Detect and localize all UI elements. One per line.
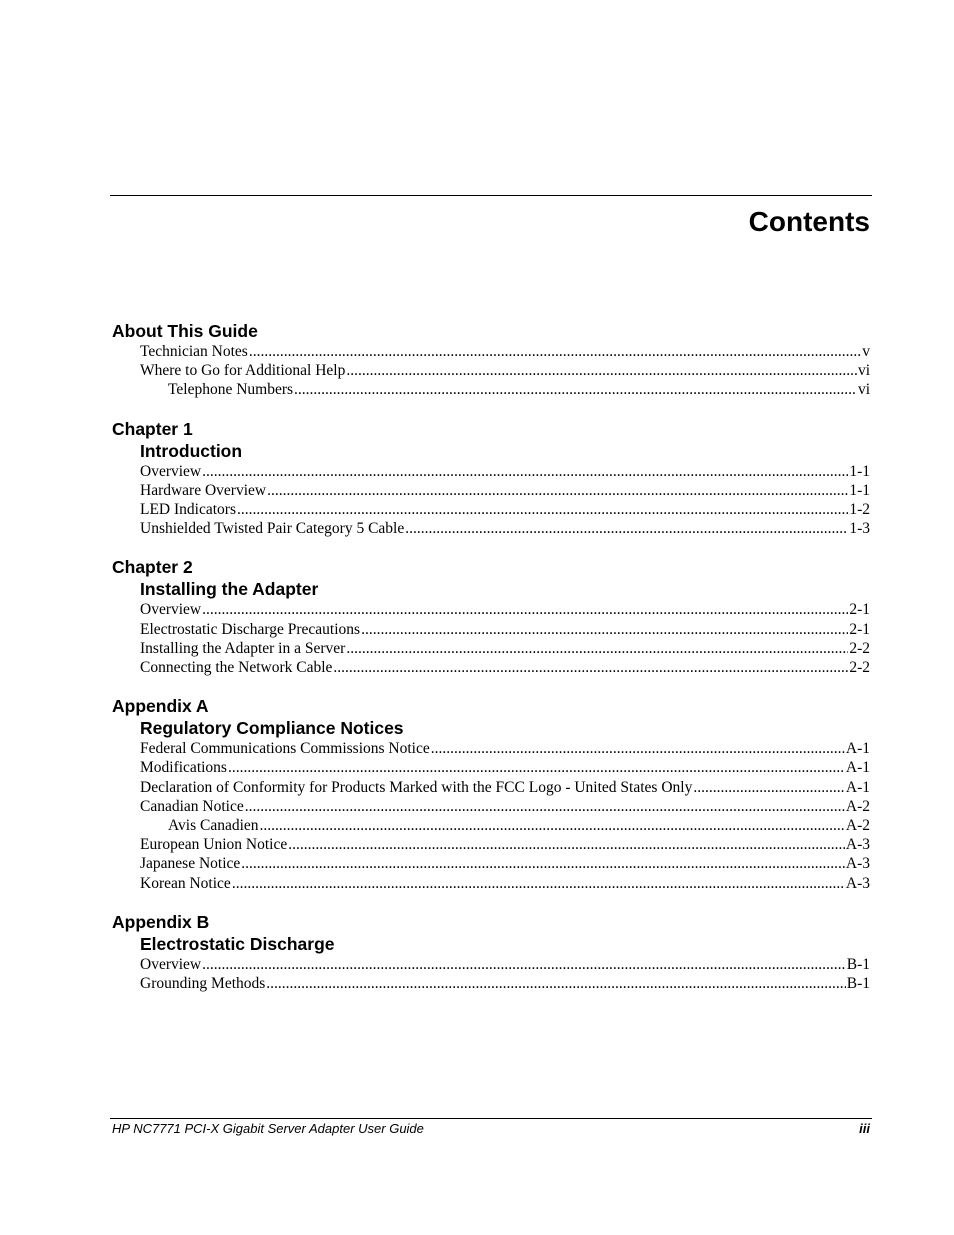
section-label: Appendix A [112, 696, 209, 717]
toc-entry[interactable] [140, 974, 870, 993]
dot-leader [294, 380, 857, 399]
dot-leader [237, 500, 848, 519]
toc-page-number: 1-3 [849, 520, 870, 538]
dot-leader [249, 342, 861, 361]
dot-leader [333, 658, 848, 677]
toc-entry-text: Technician Notes [140, 343, 248, 360]
toc-entry-text: Declaration of Conformity for Products Marked with the FCC Logo - United States Only [140, 778, 693, 796]
toc-page-number: vi [857, 362, 870, 380]
toc-entry-text: Korean Notice [140, 874, 231, 892]
section-title: Electrostatic Discharge [140, 933, 335, 954]
toc-entry-list [112, 342, 870, 400]
footer-guide-title: HP NC7771 PCI-X Gigabit Server Adapter User Guide [112, 1121, 424, 1136]
dot-leader [405, 519, 848, 538]
toc-page-number: 2-1 [849, 620, 870, 638]
toc-entry-list [112, 462, 870, 539]
toc-page-number: 2-2 [849, 659, 870, 677]
toc-entry[interactable] [168, 816, 870, 835]
toc-page-number: A-3 [845, 874, 870, 892]
toc-page-number: 1-2 [849, 501, 870, 519]
section-label: About This Guide [112, 321, 258, 341]
toc-entry-list [112, 600, 870, 677]
toc-section [112, 418, 870, 539]
toc-page-number: B-1 [846, 955, 870, 973]
toc-entry[interactable] [140, 361, 870, 380]
toc-entry-text: Overview [140, 462, 202, 480]
toc-entry-text: LED Indicators [140, 501, 236, 519]
toc-page-number: 1-1 [849, 462, 870, 480]
toc-page-number: 1-1 [849, 481, 870, 499]
dot-leader [202, 955, 846, 974]
toc-section [112, 320, 870, 400]
toc-section [112, 695, 870, 893]
dot-leader [267, 481, 848, 500]
toc-entry-text: Where to Go for Additional Help [140, 362, 346, 380]
dot-leader [288, 835, 845, 854]
toc-entry-text: Installing the Adapter in a Server [140, 639, 346, 657]
dot-leader [266, 974, 845, 993]
dot-leader [245, 797, 845, 816]
page-title: Contents [748, 206, 870, 237]
footer-page-number: iii [859, 1121, 870, 1136]
toc-page-number: A-3 [845, 836, 870, 854]
toc-entry-text: Connecting the Network Cable [140, 659, 333, 677]
dot-leader [228, 758, 845, 777]
toc-page-number: A-1 [845, 759, 870, 777]
toc-entry[interactable] [140, 639, 870, 658]
toc-page-number: A-1 [845, 778, 870, 796]
toc-entry[interactable] [140, 854, 870, 873]
toc-entry[interactable] [140, 955, 870, 974]
toc-entry[interactable] [140, 874, 870, 893]
dot-leader [232, 874, 845, 893]
toc-page-number: 2-1 [849, 601, 870, 619]
dot-leader [241, 854, 845, 873]
toc-entry[interactable] [140, 500, 870, 519]
toc-entry-text: Canadian Notice [140, 797, 244, 815]
toc-entry[interactable] [140, 462, 870, 481]
toc-entry[interactable] [140, 739, 870, 758]
toc-entry-text: Unshielded Twisted Pair Category 5 Cable [140, 520, 405, 538]
toc-entry[interactable] [140, 778, 870, 797]
toc-entry-text: Hardware Overview [140, 481, 267, 499]
dot-leader [260, 816, 845, 835]
toc-entry-text: Telephone Numbers [168, 381, 294, 399]
toc-entry[interactable] [140, 481, 870, 500]
toc-page-number: vi [857, 381, 870, 399]
section-label: Chapter 1 [112, 418, 193, 439]
section-title: Regulatory Compliance Notices [140, 718, 404, 739]
section-label: Chapter 2 [112, 557, 193, 578]
toc-entry-text: Federal Communications Commissions Notice [140, 740, 430, 758]
toc-entry-text: Overview [140, 955, 202, 973]
toc-page-number: A-1 [845, 740, 870, 758]
dot-leader [202, 600, 848, 619]
toc-page-number: v [862, 343, 870, 360]
top-rule [110, 195, 872, 196]
toc-entry[interactable] [140, 519, 870, 538]
section-label: Appendix B [112, 911, 210, 932]
toc-page-number: B-1 [846, 975, 870, 993]
toc-entry-text: European Union Notice [140, 836, 288, 854]
dot-leader [346, 361, 857, 380]
toc-entry-list [112, 955, 870, 993]
table-of-contents [112, 320, 870, 1011]
toc-page-number: A-2 [845, 817, 870, 835]
dot-leader [346, 639, 848, 658]
toc-section [112, 556, 870, 677]
toc-entry-text: Modifications [140, 759, 227, 777]
toc-entry[interactable] [168, 380, 870, 399]
dot-leader [361, 620, 848, 639]
toc-entry[interactable] [140, 600, 870, 619]
toc-entry-text: Electrostatic Discharge Precautions [140, 620, 361, 638]
toc-section [112, 911, 870, 993]
toc-entry-list [112, 739, 870, 893]
toc-entry-text: Japanese Notice [140, 855, 241, 873]
toc-entry-text: Overview [140, 601, 202, 619]
section-title: Installing the Adapter [140, 579, 319, 600]
toc-entry[interactable] [140, 835, 870, 854]
toc-page-number: A-2 [845, 797, 870, 815]
toc-entry[interactable] [140, 658, 870, 677]
toc-entry[interactable] [140, 797, 870, 816]
bottom-rule [110, 1118, 872, 1119]
section-title: Introduction [140, 440, 243, 461]
toc-page-number: A-3 [845, 855, 870, 873]
toc-entry[interactable] [140, 758, 870, 777]
dot-leader [431, 739, 845, 758]
toc-page-number: 2-2 [849, 639, 870, 657]
dot-leader [693, 778, 845, 797]
toc-entry[interactable] [140, 342, 870, 361]
dot-leader [202, 462, 848, 481]
toc-entry[interactable] [140, 620, 870, 639]
toc-entry-text: Grounding Methods [140, 975, 266, 993]
toc-entry-text: Avis Canadien [168, 817, 259, 835]
